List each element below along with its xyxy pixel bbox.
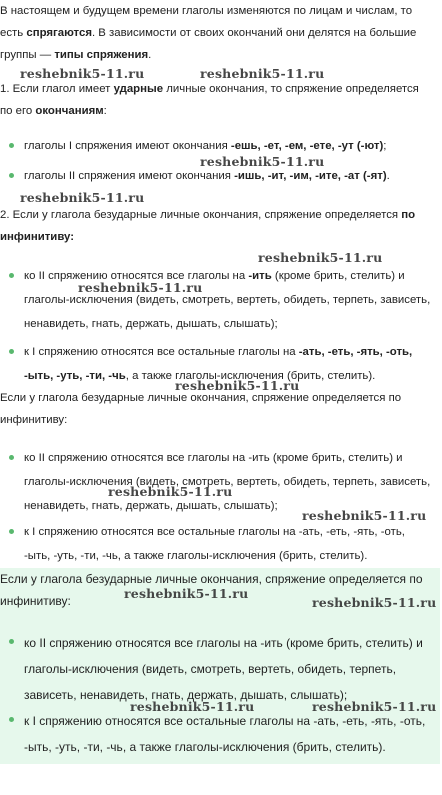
bullet-icon	[9, 717, 14, 722]
watermark: reshebnik5-11.ru	[20, 190, 145, 205]
watermark: reshebnik5-11.ru	[302, 508, 427, 523]
watermark: reshebnik5-11.ru	[312, 699, 437, 714]
rule1-paragraph: 1. Если глагол имеет ударные личные окончания, то спряжение определяется по его окончаниям:	[0, 83, 419, 117]
list-item: к I спряжению относятся все остальные глаголы на -ать, -еть, -ять, -оть, -ыть, -уть, -ти, -чь, а также глаголы-исключения (брить, стелить).	[24, 708, 438, 760]
watermark: reshebnik5-11.ru	[200, 66, 325, 81]
bullet-icon	[9, 529, 14, 534]
bullet-icon	[9, 273, 14, 278]
bullet-icon	[9, 173, 14, 178]
watermark: reshebnik5-11.ru	[108, 484, 233, 499]
list-item: ко II спряжению относятся все глаголы на -ить (кроме брить, стелить) и глаголы-исключения (видеть, смотреть, вертеть, обидеть, терпеть, зависеть, ненавидеть, гнать, держать, дышать, слышать);	[24, 264, 432, 336]
watermark: reshebnik5-11.ru	[200, 154, 325, 169]
bullet-icon	[9, 143, 14, 148]
list-item: ко II спряжению относятся все глаголы на -ить (кроме брить, стелить) и глаголы-исключения (видеть, смотреть, вертеть, обидеть, терпеть, зависеть, ненавидеть, гнать, держать, дышать, слышать);	[24, 630, 438, 708]
rule2-paragraph: 2. Если у глагола безударные личные окончания, спряжение определяется по инфинитиву:	[0, 209, 416, 243]
list-item: глаголы II спряжения имеют окончания -ишь, -ит, -им, -ите, -ат (-ят).	[24, 164, 432, 188]
watermark: reshebnik5-11.ru	[258, 250, 383, 265]
plain-block-lead: Если у глагола безударные личные окончания, спряжение определяется по инфинитиву:	[0, 392, 402, 426]
intro-paragraph: В настоящем и будущем времени глаголы изменяются по лицам и числам, то есть спрягаются. В зависимости от своих окончаний они делятся на большие группы — типы спряжения.	[0, 5, 417, 61]
watermark: reshebnik5-11.ru	[130, 699, 255, 714]
bullet-icon	[9, 455, 14, 460]
watermark: reshebnik5-11.ru	[124, 586, 249, 601]
list-item: глаголы I спряжения имеют окончания -ешь, -ет, -ем, -ете, -ут (-ют);	[24, 134, 432, 158]
list-item: к I спряжению относятся все остальные глаголы на -ать, -еть, -ять, -оть, -ыть, -уть, -ти, -чь, а также глаголы-исключения (брить, стелить).	[24, 340, 432, 388]
watermark: reshebnik5-11.ru	[20, 66, 145, 81]
list-item: ко II спряжению относятся все глаголы на -ить (кроме брить, стелить) и глаголы-исключения (видеть, смотреть, вертеть, обидеть, терпеть, зависеть, ненавидеть, гнать, держать, дышать, слышать);	[24, 446, 432, 518]
bullet-icon	[9, 639, 14, 644]
bullet-icon	[9, 349, 14, 354]
watermark: reshebnik5-11.ru	[312, 595, 437, 610]
list-item: к I спряжению относятся все остальные глаголы на -ать, -еть, -ять, -оть, -ыть, -уть, -ти, -чь, а также глаголы-исключения (брить, стелить).	[24, 520, 432, 568]
watermark: reshebnik5-11.ru	[175, 378, 300, 393]
watermark: reshebnik5-11.ru	[78, 280, 203, 295]
highlight-block-lead: Если у глагола безударные личные окончания, спряжение определяется по инфинитиву:	[0, 572, 423, 608]
